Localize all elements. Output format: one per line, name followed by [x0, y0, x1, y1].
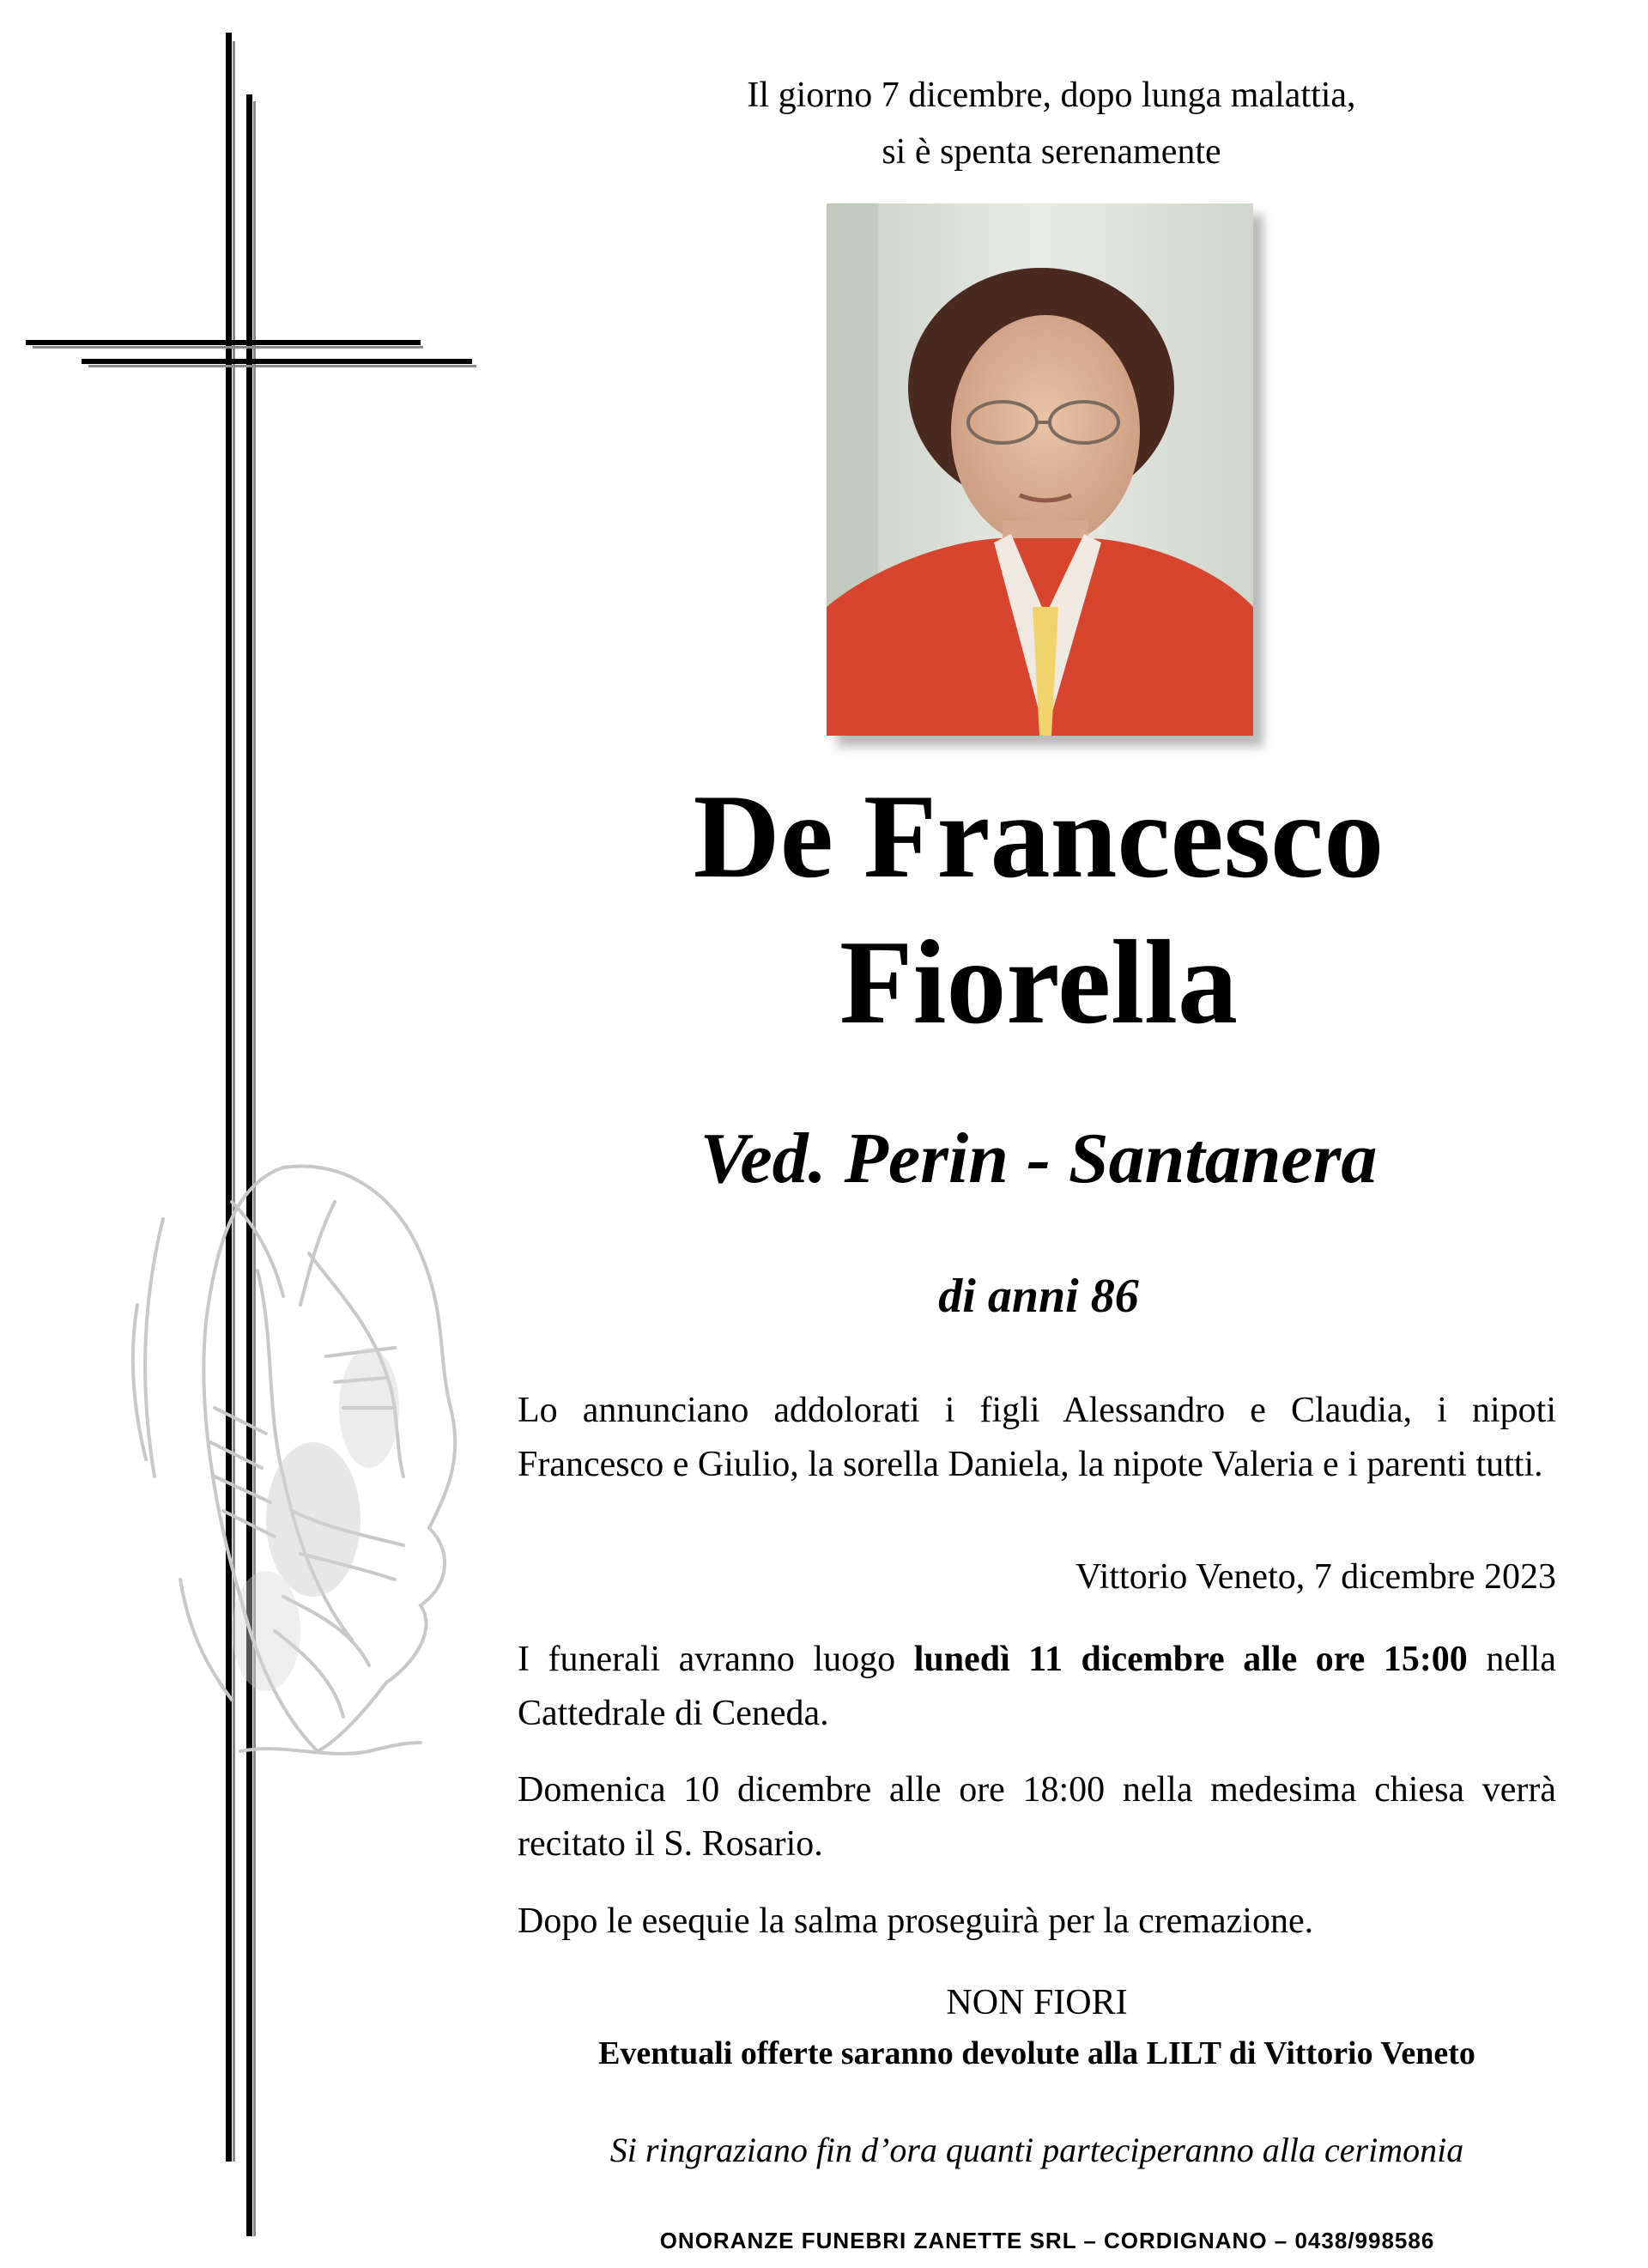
- widow-of: Ved. Perin - Santanera: [700, 1119, 1378, 1198]
- funeral-info: [518, 1633, 1556, 1741]
- funeral-prefix: I funerali avranno luogo: [518, 1640, 914, 1679]
- place-date: Vittorio Veneto, 7 dicembre 2023: [1075, 1557, 1556, 1597]
- intro-line-1: Il giorno 7 dicembre, dopo lunga malattia,: [747, 76, 1356, 115]
- funeral-when: lunedì 11 dicembre alle ore 15:00: [913, 1640, 1468, 1679]
- no-flowers-notice: NON FIORI: [946, 1983, 1128, 2022]
- funeral-home-footer: ONORANZE FUNEBRI ZANETTE SRL – CORDIGNANO – 0438/998586: [659, 2228, 1435, 2253]
- deceased-first-name: Fiorella: [839, 916, 1238, 1049]
- deceased-surname: De Francesco: [693, 770, 1384, 903]
- funeral-where: nella Cattedrale di Ceneda.: [518, 1640, 1556, 1733]
- thanks-text: Si ringraziano fin d’ora quanti parteciperanno alla cerimonia: [609, 2131, 1464, 2169]
- intro-text: [601, 67, 1502, 180]
- offers-notice: Eventuali offerte saranno devolute alla LILT di Vittorio Veneto: [598, 2035, 1475, 2071]
- christ-sketch-icon: [112, 1150, 481, 1786]
- intro-line-2: si è spenta serenamente: [882, 132, 1221, 172]
- cremation-info: Dopo le esequie la salma proseguirà per la cremazione.: [518, 1901, 1314, 1941]
- rosary-info: Domenica 10 dicembre alle ore 18:00 nella medesima chiesa verrà recitato il S. Rosario.: [518, 1770, 1556, 1864]
- announcement-text: Lo annunciano addolorati i figli Alessandro e Claudia, i nipoti Francesco e Giulio, la sorella Daniela, la nipote Valeria e i parenti tutti.: [518, 1391, 1556, 1484]
- portrait-photo: [827, 203, 1253, 736]
- age: di anni 86: [938, 1270, 1139, 1323]
